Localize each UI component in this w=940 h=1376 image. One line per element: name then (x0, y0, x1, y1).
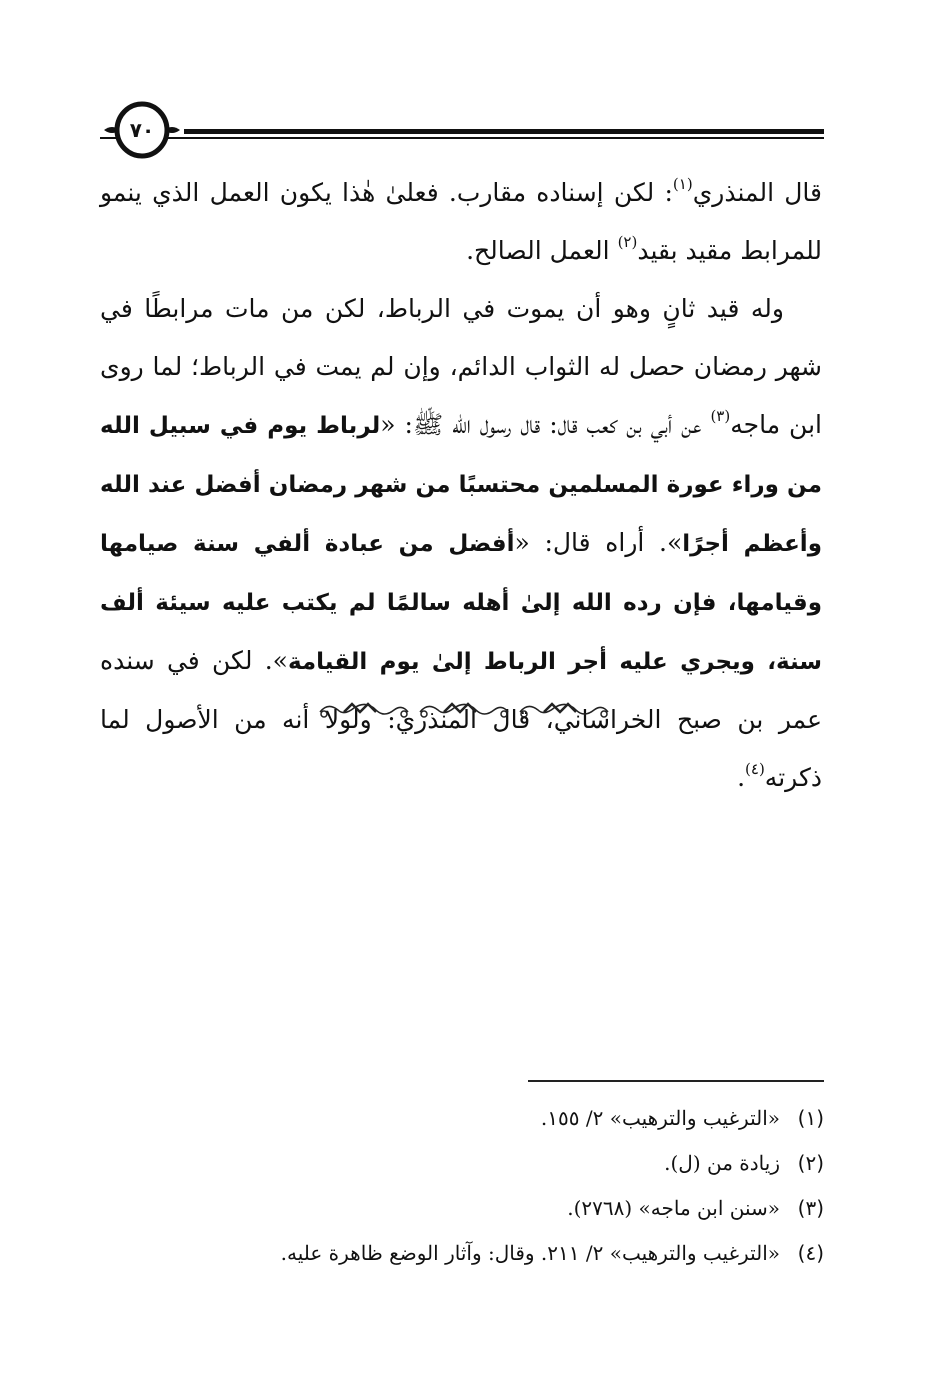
footnote-separator (528, 1080, 824, 1082)
footnote-text: «الترغيب والترهيب» ٢/ ٢١١. وقال: وآثار الوضع ظاهرة عليه. (280, 1241, 780, 1265)
text: وله قيد ثانٍ وهو أن يموت في الرباط، لكن من مات مرابطًا في شهر رمضان حصل له الثواب الدائم، وإن لم يمت في الرباط؛ لما روى ابن ماجه (100, 294, 822, 439)
footnote-text: «الترغيب والترهيب» ٢/ ١٥٥. (540, 1106, 780, 1130)
text: عن أبي بن كعب قال: قال رسول الله ﷺ: « (380, 410, 711, 439)
footnote-text: زيادة من (ل). (664, 1151, 780, 1175)
hadith-quote-1: لرباط يوم في سبيل الله من وراء عورة المسلمين محتسبًا من شهر رمضان أفضل عند الله وأعظم أجرًا (100, 413, 822, 557)
text: ». لكن في سنده عمر بن صبح الخراساني، قال المنذري: ولولا أنه من الأصول لما ذكرته (100, 646, 822, 792)
footnote-ref-2: (٢) (617, 233, 638, 251)
footnote-number: (١) (797, 1106, 824, 1130)
text: قال المنذري (692, 178, 822, 207)
footnote-ref-3: (٣) (710, 407, 731, 425)
text: العمل الصالح. (466, 236, 618, 265)
footnote-3 (204, 1186, 824, 1231)
page-number-badge (100, 98, 184, 162)
footnote-text: «سنن ابن ماجه» (٢٧٦٨). (567, 1196, 780, 1220)
footnote-number: (٢) (797, 1151, 824, 1175)
footnote-2 (204, 1141, 824, 1186)
text: : لكن إسناده مقارب. فعلىٰ هٰذا يكون العمل الذي ينمو للمرابط مقيد بقيد (100, 178, 822, 265)
footnote-number: (٤) (797, 1241, 824, 1265)
footnote-1 (204, 1096, 824, 1141)
paragraph-1 (100, 164, 822, 280)
floral-divider-icon (314, 696, 614, 726)
text: . (737, 763, 746, 792)
footnote-ref-4: (٤) (745, 760, 765, 778)
footnote-ref-1: (١) (672, 175, 693, 193)
footnotes (204, 1096, 824, 1276)
page-number: ٧٠ (129, 118, 155, 142)
header-rule (100, 128, 824, 142)
footnote-number: (٣) (797, 1196, 824, 1220)
footnote-4 (204, 1231, 824, 1276)
text: ». أراه قال: « (514, 528, 683, 557)
hadith-quote-2: أفضل من عبادة ألفي سنة صيامها وقيامها، فإن رده الله إلىٰ أهله سالمًا لم يكتب عليه سيئة ألف سنة، ويجري عليه أجر الرباط إلىٰ يوم القيامة (100, 531, 822, 675)
paragraph-2 (100, 280, 822, 807)
